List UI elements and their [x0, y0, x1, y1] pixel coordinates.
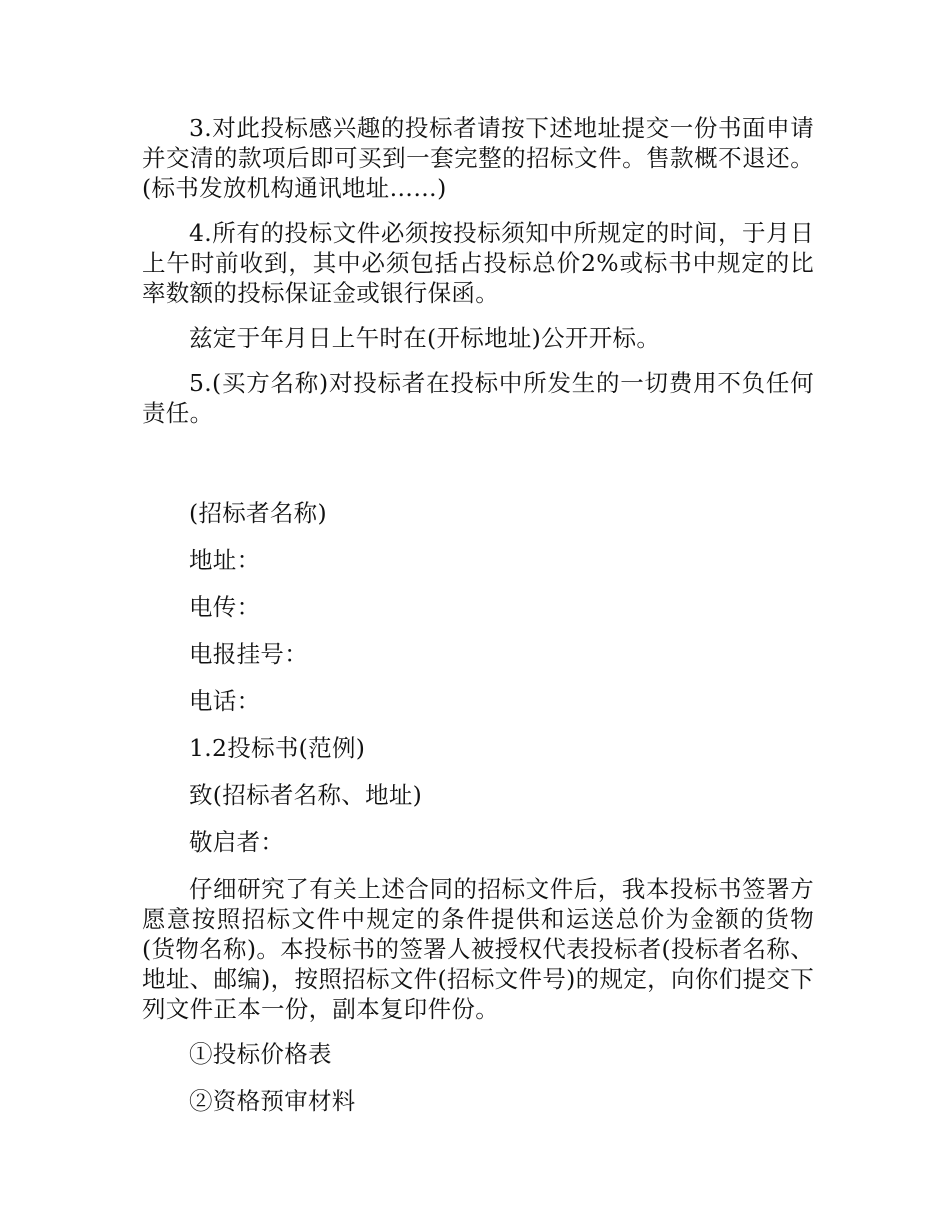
document-body: [142, 113, 814, 1133]
paragraph-4: 4.所有的投标文件必须按投标须知中所规定的时间，于月日上午时前收到，其中必须包括占投标总价2%或标书中规定的比率数额的投标保证金或银行保函。: [142, 219, 814, 307]
cable-label: 电报挂号：: [189, 640, 308, 668]
section-heading: 1.2投标书(范例): [189, 734, 366, 762]
body-paragraph: 仔细研究了有关上述合同的招标文件后，我本投标书签署方愿意按照招标文件中规定的条件提供和运送总价为金额的货物(货物名称)。本投标书的签署人被授权代表投标者(投标者名称、地址、邮编)，按照招标文件(招标文件号)的规定，向你们提交下列文件正本一份，副本复印件份。: [142, 875, 814, 1023]
address-label: 地址：: [189, 546, 261, 574]
issuer-name: (招标者名称): [189, 499, 327, 527]
blank-spacer: [142, 443, 814, 498]
addressee: 致(招标者名称、地址): [189, 781, 423, 809]
list-item: ②资格预审材料: [189, 1087, 356, 1115]
paragraph-3: 3.对此投标感兴趣的投标者请按下述地址提交一份书面申请并交清的款项后即可买到一套完整的招标文件。售款概不退还。(标书发放机构通讯地址……): [142, 114, 814, 202]
fax-label: 电传：: [189, 593, 261, 621]
paragraph-5: 5.(买方名称)对投标者在投标中所发生的一切费用不负任何责任。: [142, 369, 814, 427]
list-item: ①投标价格表: [189, 1040, 332, 1068]
phone-label: 电话：: [189, 687, 261, 715]
salutation: 敬启者：: [189, 828, 285, 856]
paragraph-opening-date: 兹定于年月日上午时在(开标地址)公开开标。: [189, 324, 661, 352]
